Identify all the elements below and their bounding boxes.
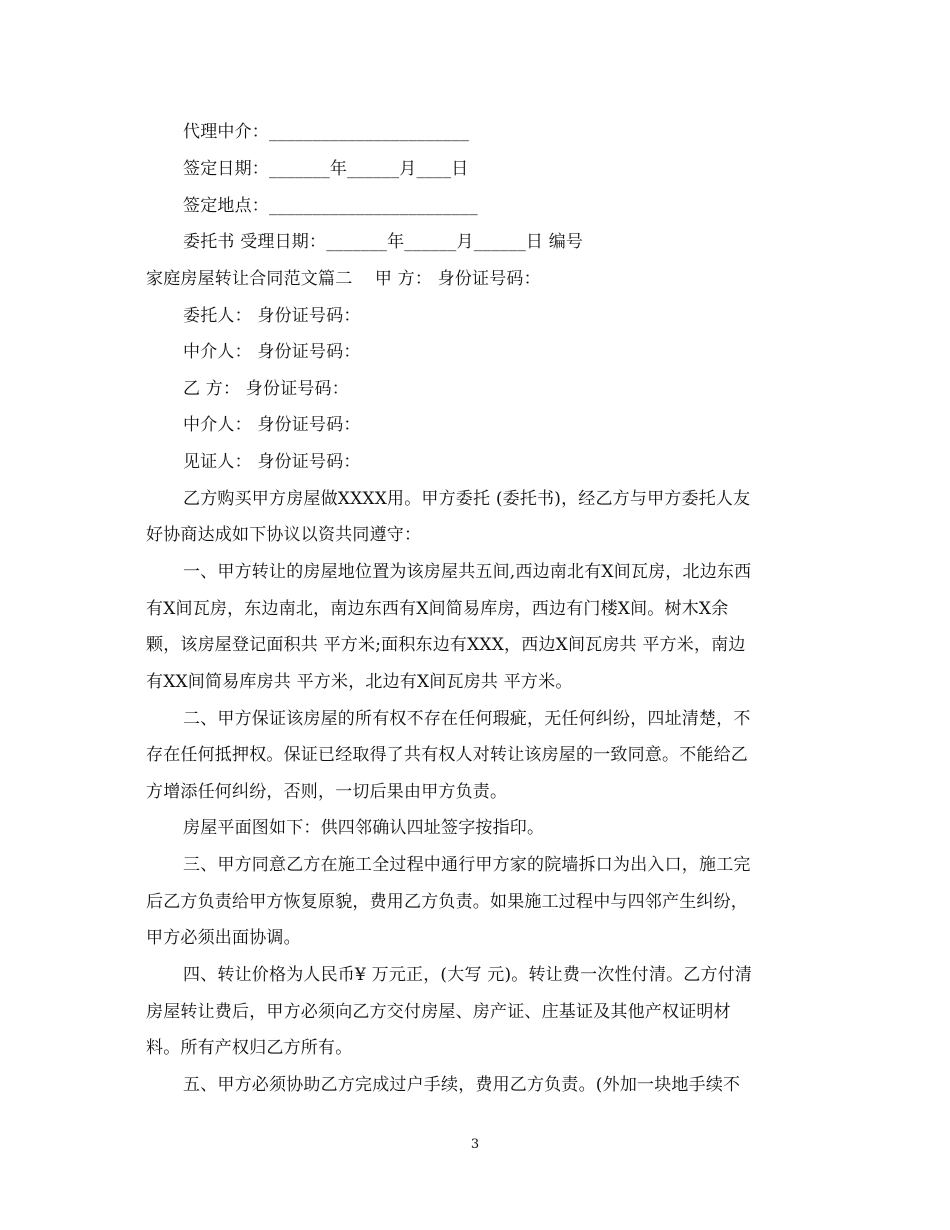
paragraph-line: 一、甲方转让的房屋地位置为该房屋共五间,西边南北有X间瓦房，北边东西 [183,562,752,582]
signing-place-line: 签定地点：________________________ [183,196,478,216]
paragraph-line: 乙方购买甲方房屋做XXXX用。甲方委托 (委托书)，经乙方与甲方委托人友 [183,489,751,509]
paragraph-line: 二、甲方保证该房屋的所有权不存在任何瑕疵，无任何纠纷，四址清楚，不 [183,709,751,729]
signing-date-line: 签定日期：_______年______月____日 [183,159,469,179]
paragraph-line: 存在任何抵押权。保证已经取得了共有权人对转让该房屋的一致同意。不能给乙 [146,745,748,765]
witness-line: 见证人： 身份证号码： [183,452,361,472]
page-number: 3 [470,1137,480,1152]
paragraph-line: 房屋平面图如下：供四邻确认四址签字按指印。 [183,818,545,838]
paragraph-line: 后乙方负责给甲方恢复原貌，费用乙方负责。如果施工过程中与四邻产生纠纷， [146,892,748,912]
paragraph-line: 甲方必须出面协调。 [146,928,301,948]
paragraph-line: 四、转让价格为人民币¥ 万元正，(大写 元)。转让费一次性付清。乙方付清 [183,965,753,985]
section-title-party-a-line: 家庭房屋转让合同范文篇二 甲 方： 身份证号码： [146,269,541,289]
paragraph-line: 有XX间简易库房共 平方米，北边有X间瓦房共 平方米。 [146,672,573,692]
intermediary-line-1: 中介人： 身份证号码： [183,342,361,362]
paragraph-line: 好协商达成如下协议以资共同遵守： [146,525,422,545]
paragraph-line: 有X间瓦房，东边南北，南边东西有X间简易库房，西边有门楼X间。树木X余 [146,599,729,619]
paragraph-line: 五、甲方必须协助乙方完成过户手续，费用乙方负责。(外加一块地手续不 [183,1075,741,1095]
paragraph-line: 方增添任何纠纷，否则，一切后果由甲方负责。 [146,782,508,802]
paragraph-line: 颗，该房屋登记面积共 平方米;面积东边有XXX，西边X间瓦房共 平方米，南边 [146,635,746,655]
paragraph-line: 料。所有产权归乙方所有。 [146,1038,353,1058]
paragraph-line: 三、甲方同意乙方在施工全过程中通行甲方家的院墙拆口为出入口，施工完 [183,855,751,875]
principal-line: 委托人： 身份证号码： [183,306,361,326]
party-b-line: 乙 方： 身份证号码： [183,379,350,399]
paragraph-line: 房屋转让费后，甲方必须向乙方交付房屋、房产证、庄基证及其他产权证明材 [146,1002,731,1022]
agent-intermediary-line: 代理中介：_______________________ [183,122,470,142]
intermediary-line-2: 中介人： 身份证号码： [183,415,361,435]
power-of-attorney-date-line: 委托书 受理日期：_______年______月______日 编号 [183,232,584,252]
